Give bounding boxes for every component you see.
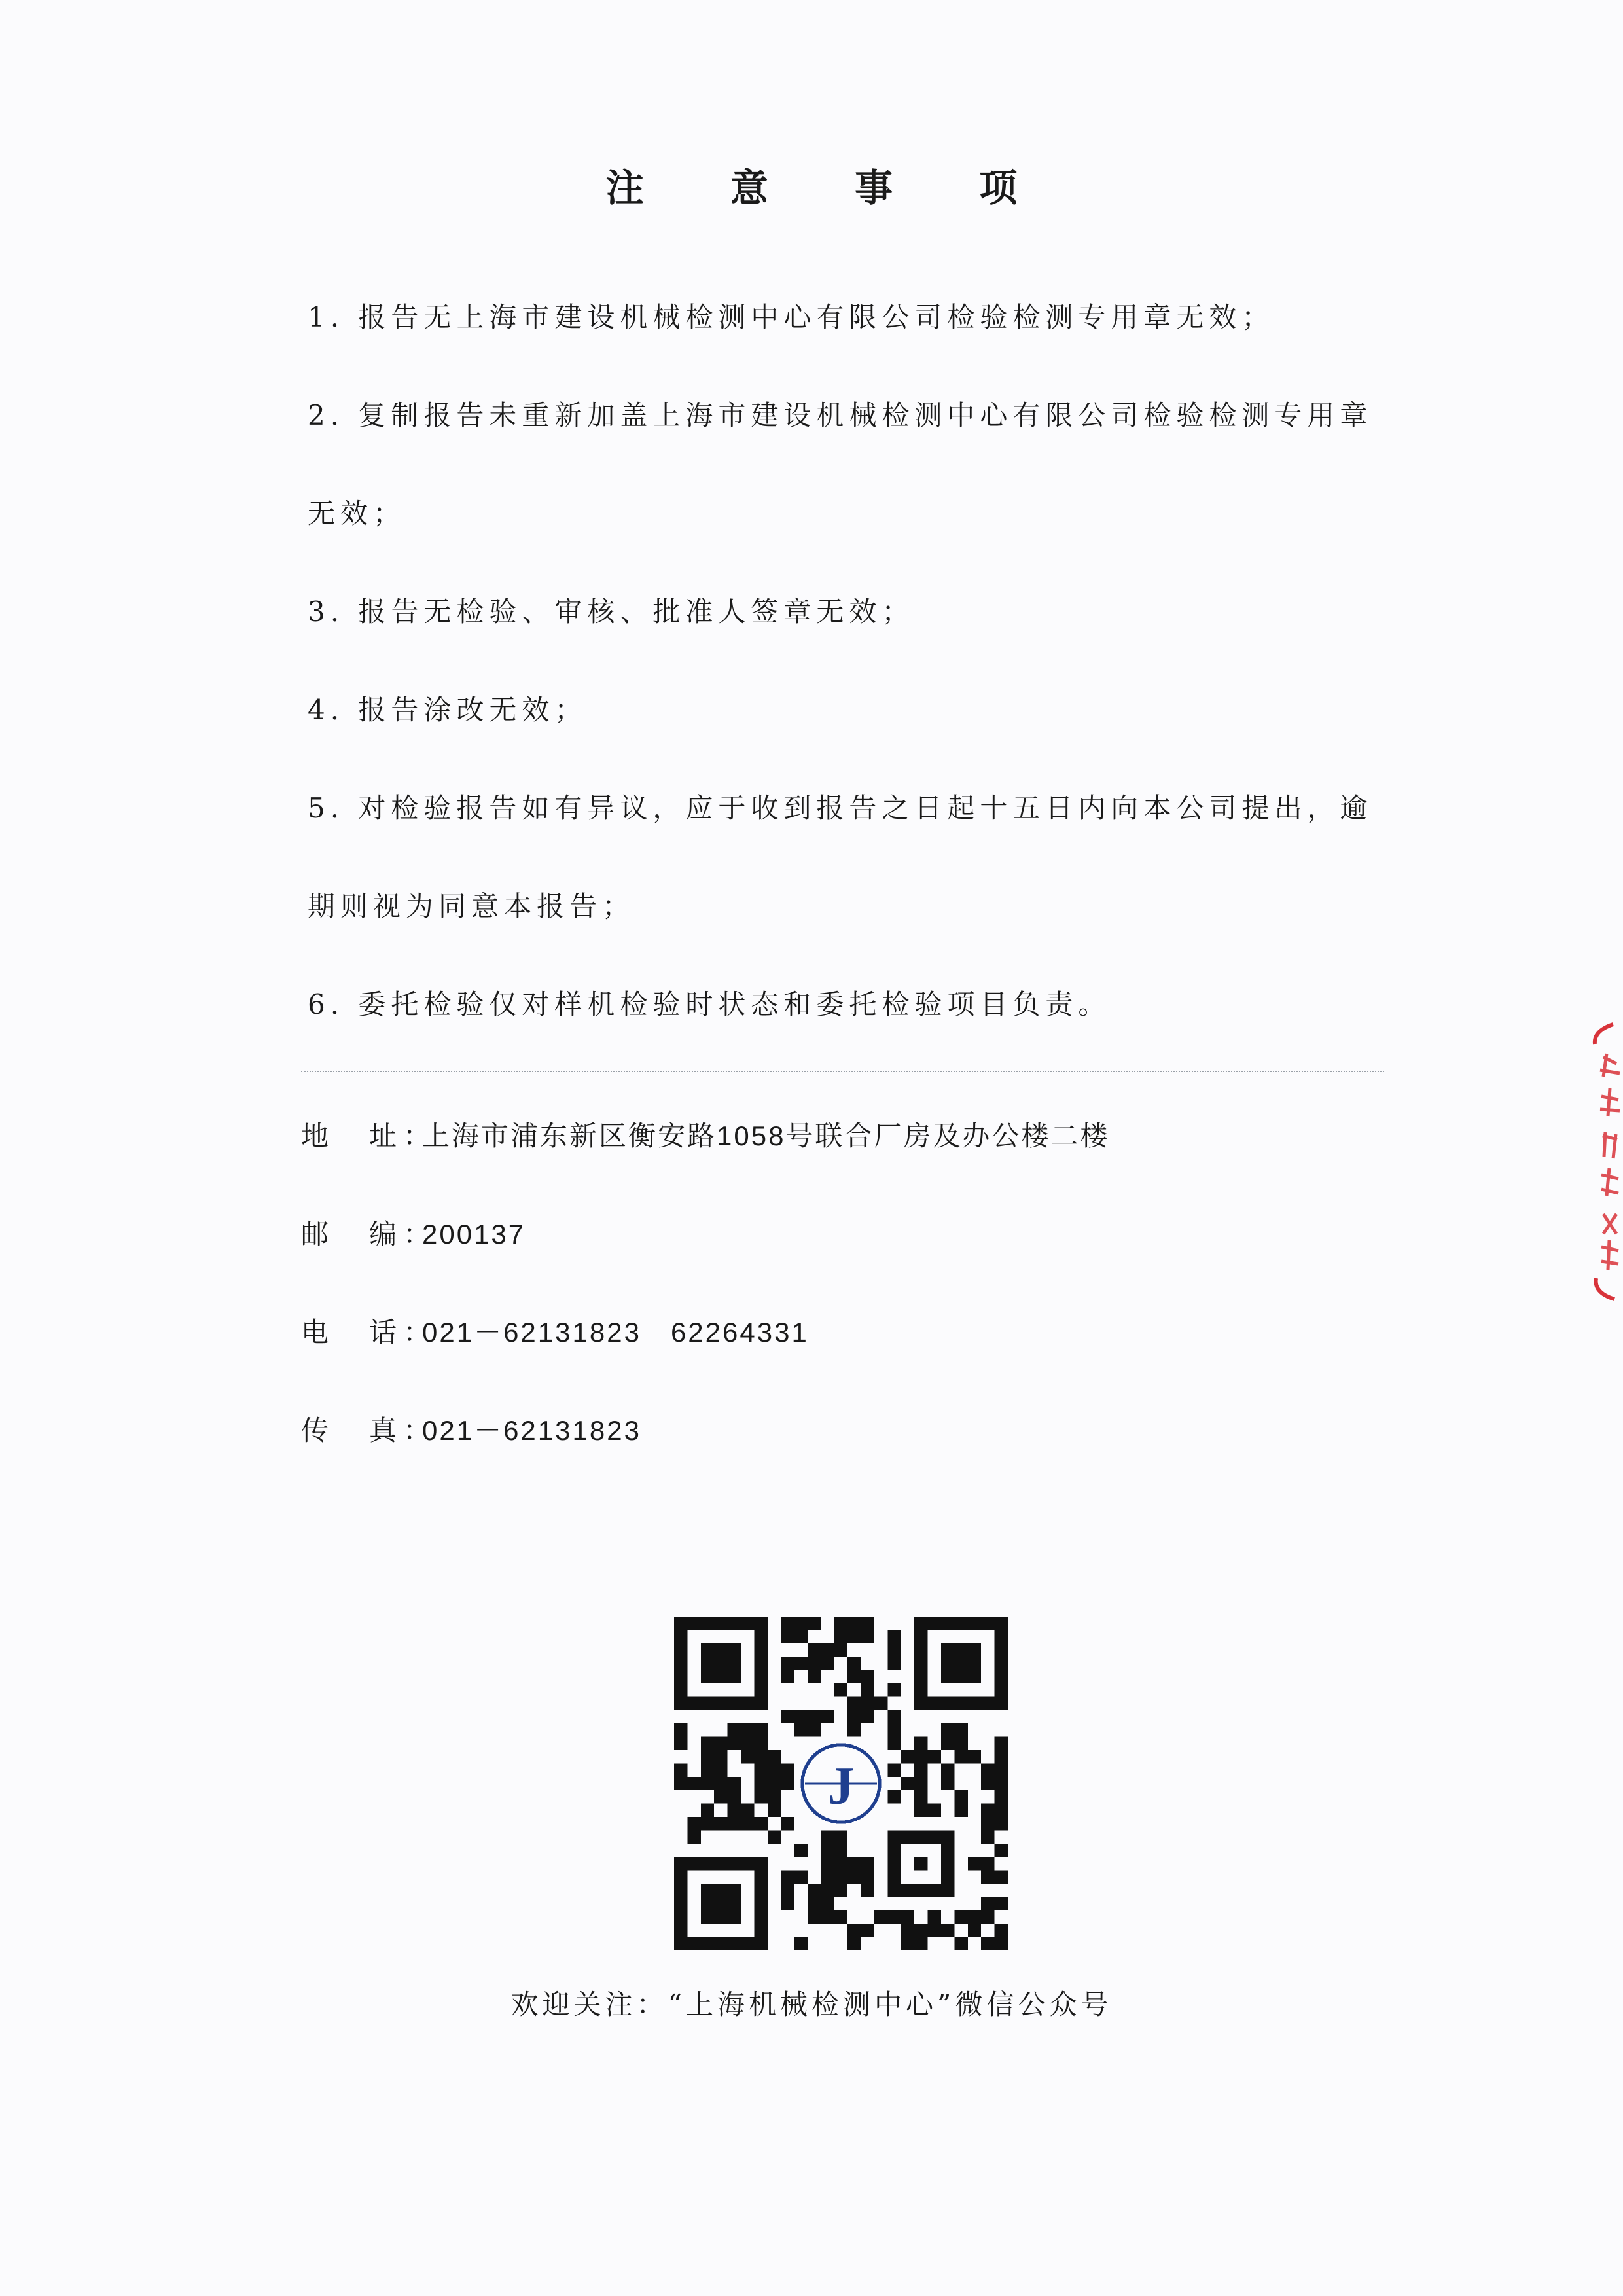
phone-value: 021－62131823 62264331: [422, 1317, 809, 1348]
fax-row: [301, 1411, 641, 1450]
postcode-value: 200137: [422, 1219, 526, 1249]
address-row: [301, 1117, 1109, 1156]
phone-row: [301, 1313, 809, 1352]
wechat-follow-text: 欢迎关注：“上海机械检测中心”微信公众号: [510, 1988, 1113, 2020]
qr-code-icon[interactable]: [674, 1617, 1008, 1950]
address-label: 地 址：: [301, 1120, 438, 1152]
notice-item-4: 4. 报告涂改无效；: [308, 694, 588, 726]
notice-item-2: 2. 复制报告未重新加盖上海市建设机械检测中心有限公司检验检测专用章: [308, 399, 1373, 431]
notice-item-6: 6. 委托检验仅对样机检验时状态和委托检验项目负责。: [308, 988, 1111, 1020]
partial-seal-stamp: [1567, 1018, 1623, 1306]
fax-label: 传 真：: [301, 1414, 438, 1446]
notice-item-1: 1. 报告无上海市建设机械检测中心有限公司检验检测专用章无效；: [308, 301, 1275, 333]
postcode-label: 邮 编：: [301, 1218, 438, 1250]
phone-label: 电 话：: [301, 1316, 438, 1348]
page-title: 注 意 事 项: [605, 166, 1054, 210]
postcode-row: [301, 1215, 526, 1254]
notice-item-3: 3. 报告无检验、审核、批准人签章无效；: [308, 596, 915, 628]
notice-item-5: 5. 对检验报告如有异议，应于收到报告之日起十五日内向本公司提出，逾: [308, 792, 1373, 824]
fax-value: 021－62131823: [422, 1415, 641, 1446]
company-logo: [796, 1738, 887, 1829]
notice-item-5-continued: 期则视为同意本报告；: [308, 890, 635, 922]
address-value: 上海市浦东新区衡安路1058号联合厂房及办公楼二楼: [422, 1121, 1110, 1151]
notice-item-2-continued: 无效；: [308, 497, 406, 529]
logo-letter: J: [827, 1755, 855, 1816]
section-divider: [301, 1071, 1384, 1072]
